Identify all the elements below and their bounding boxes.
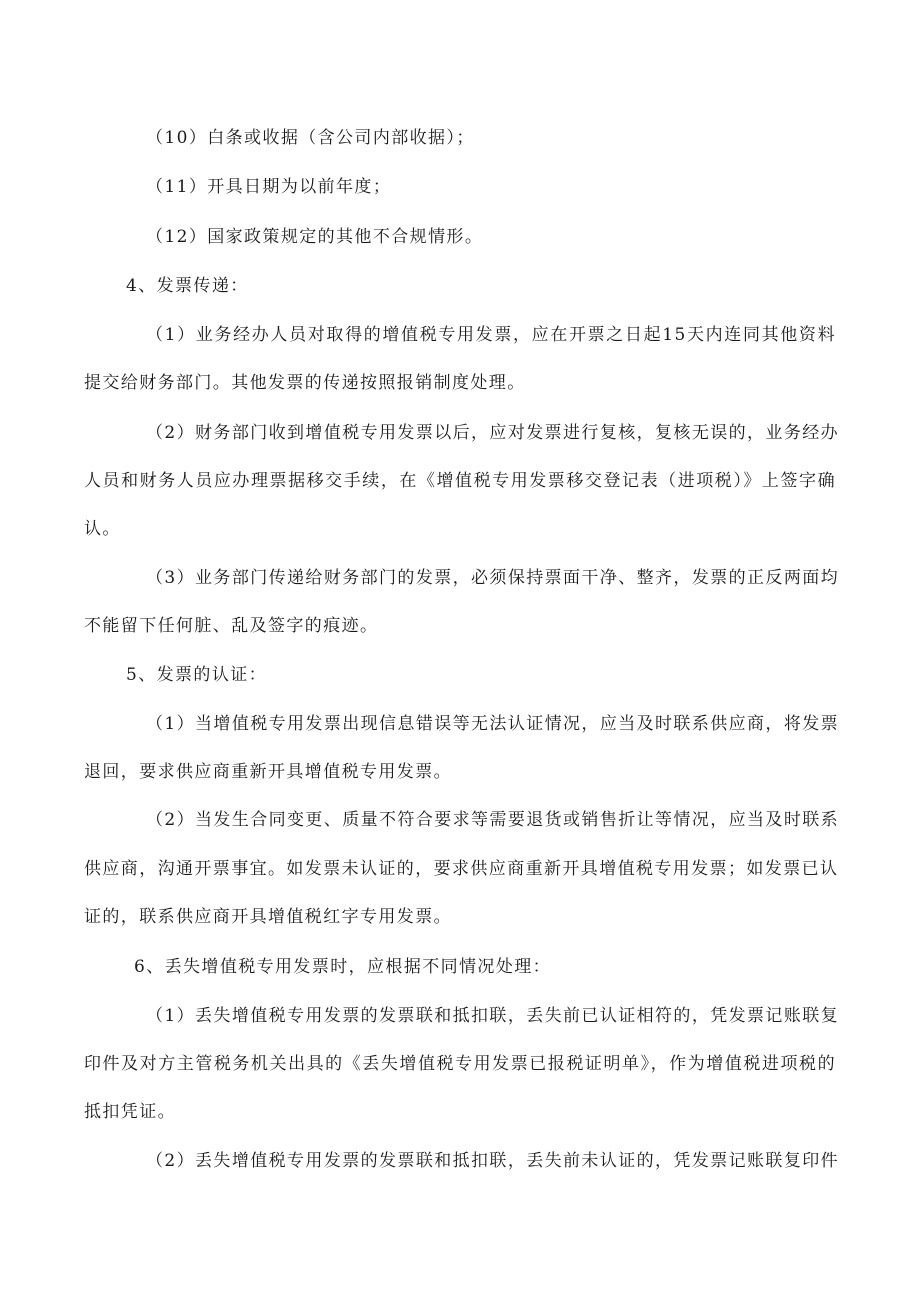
list-item-11: （11）开具日期为以前年度；: [146, 177, 392, 197]
paragraph-line: 提交给财务部门。其他发票的传递按照报销制度处理。: [84, 373, 526, 393]
paragraph-line: 供应商，沟通开票事宜。如发票未认证的，要求供应商重新开具增值税专用发票；如发票已认: [84, 859, 839, 879]
paragraph-line: （2）财务部门收到增值税专用发票以后，应对发票进行复核，复核无误的，业务经办: [146, 423, 840, 443]
section-heading-4: 4、发票传递：: [126, 276, 249, 296]
paragraph-line: （2）丢失增值税专用发票的发票联和抵扣联，丢失前未认证的，凭发票记账联复印件: [146, 1151, 840, 1171]
list-item-10: （10）白条或收据（含公司内部收据）；: [146, 128, 475, 148]
paragraph-line: 不能留下任何脏、乱及签字的痕迹。: [84, 616, 379, 636]
section-heading-6: 6、丢失增值税专用发票时，应根据不同情况处理：: [134, 957, 552, 977]
paragraph-line: （1）丢失增值税专用发票的发票联和抵扣联，丢失前已认证相符的，凭发票记账联复: [146, 1006, 840, 1026]
section-heading-5: 5、发票的认证：: [126, 665, 268, 685]
paragraph-line: （2）当发生合同变更、质量不符合要求等需要退货或销售折让等情况，应当及时联系: [146, 810, 840, 830]
paragraph-line: （1）业务经办人员对取得的增值税专用发票，应在开票之日起15天内连同其他资料: [146, 325, 836, 345]
paragraph-line: 认。: [84, 519, 121, 539]
paragraph-line: 人员和财务人员应办理票据移交手续，在《增值税专用发票移交登记表（进项税）》上签字确: [84, 471, 836, 491]
paragraph-line: 印件及对方主管税务机关出具的《丢失增值税专用发票已报税证明单》，作为增值税进项税的: [84, 1054, 836, 1074]
paragraph-line: （1）当增值税专用发票出现信息错误等无法认证情况，应当及时联系供应商，将发票: [146, 714, 840, 734]
paragraph-line: （3）业务部门传递给财务部门的发票，必须保持票面干净、整齐，发票的正反两面均: [146, 568, 840, 588]
paragraph-line: 证的，联系供应商开具增值税红字专用发票。: [84, 907, 452, 927]
paragraph-line: 抵扣凭证。: [84, 1102, 176, 1122]
paragraph-line: 退回，要求供应商重新开具增值税专用发票。: [84, 762, 452, 782]
list-item-12: （12）国家政策规定的其他不合规情形。: [146, 227, 484, 247]
